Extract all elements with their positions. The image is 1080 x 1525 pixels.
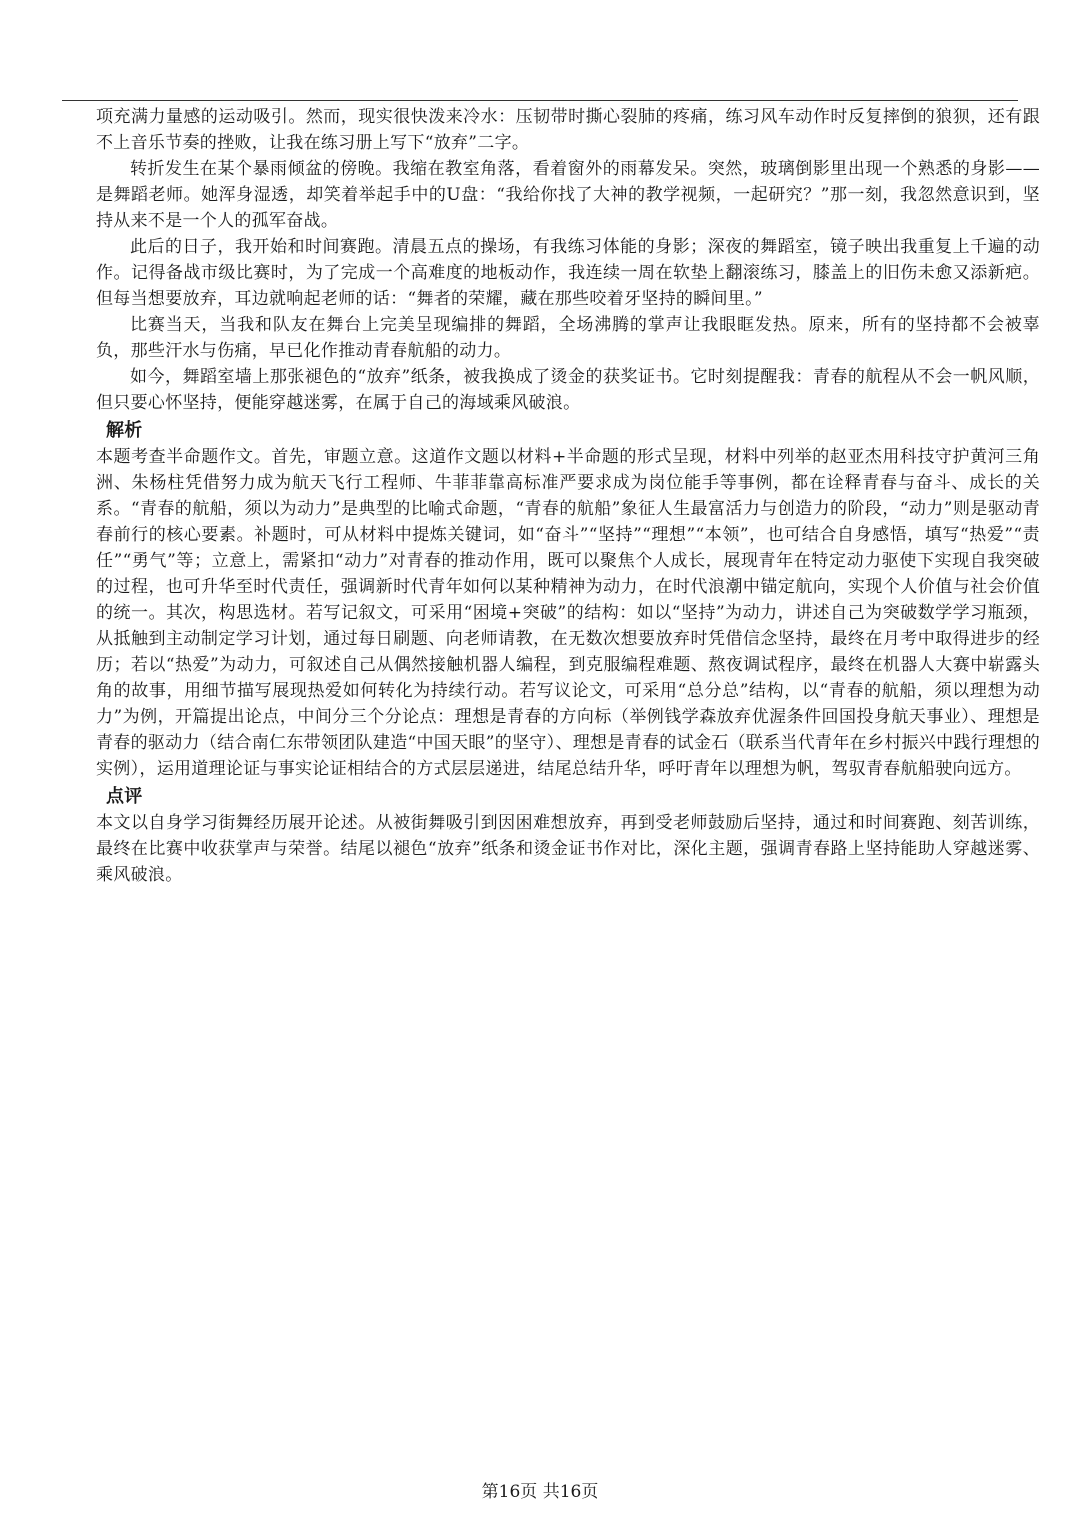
page-content (96, 104, 1040, 888)
comment-body: 本文以自身学习街舞经历展开论述。从被街舞吸引到因困难想放弃，再到受老师鼓励后坚持，通过和时间赛跑、刻苦训练，最终在比赛中收获掌声与荣誉。结尾以褪色“放弃”纸条和烫金证书作对比，深化主题，强调青春路上坚持能助人穿越迷雾、乘风破浪。 (96, 813, 1040, 885)
header-rule (62, 100, 1018, 101)
page-number: 第16页 共16页 (481, 1482, 599, 1502)
essay-paragraph: 此后的日子，我开始和时间赛跑。清晨五点的操场，有我练习体能的身影；深夜的舞蹈室，镜子映出我重复上千遍的动作。记得备战市级比赛时，为了完成一个高难度的地板动作，我连续一周在软垫上翻滚练习，膝盖上的旧伤未愈又添新疤。但每当想要放弃，耳边就响起老师的话：“舞者的荣耀，藏在那些咬着牙坚持的瞬间里。” (96, 237, 1040, 309)
analysis-heading: 解析 (106, 420, 143, 441)
essay-paragraph: 比赛当天，当我和队友在舞台上完美呈现编排的舞蹈，全场沸腾的掌声让我眼眶发热。原来，所有的坚持都不会被辜负，那些汗水与伤痛，早已化作推动青春航船的动力。 (96, 315, 1040, 361)
essay-paragraph: 转折发生在某个暴雨倾盆的傍晚。我缩在教室角落，看着窗外的雨幕发呆。突然，玻璃倒影里出现一个熟悉的身影——是舞蹈老师。她浑身湿透，却笑着举起手中的U盘：“我给你找了大神的教学视频，一起研究？”那一刻，我忽然意识到，坚持从来不是一个人的孤军奋战。 (96, 159, 1040, 231)
essay-paragraph: 如今，舞蹈室墙上那张褪色的“放弃”纸条，被我换成了烫金的获奖证书。它时刻提醒我：青春的航程从不会一帆风顺，但只要心怀坚持，便能穿越迷雾，在属于自己的海域乘风破浪。 (96, 367, 1040, 413)
analysis-body: 本题考查半命题作文。首先，审题立意。这道作文题以材料+半命题的形式呈现，材料中列举的赵亚杰用科技守护黄河三角洲、朱杨柱凭借努力成为航天飞行工程师、牛菲菲靠高标准严要求成为岗位能手等事例，都在诠释青春与奋斗、成长的关系。“青春的航船，须以为动力”是典型的比喻式命题，“青春的航船”象征人生最富活力与创造力的阶段，“动力”则是驱动青春前行的核心要素。补题时，可从材料中提炼关键词，如“奋斗”“坚持”“理想”“本领”，也可结合自身感悟，填写“热爱”“责任”“勇气”等；立意上，需紧扣“动力”对青春的推动作用，既可以聚焦个人成长，展现青年在特定动力驱使下实现自我突破的过程，也可升华至时代责任，强调新时代青年如何以某种精神为动力，在时代浪潮中锚定航向，实现个人价值与社会价值的统一。其次，构思选材。若写记叙文，可采用“困境+突破”的结构：如以“坚持”为动力，讲述自己为突破数学学习瓶颈，从抵触到主动制定学习计划，通过每日刷题、向老师请教，在无数次想要放弃时凭借信念坚持，最终在月考中取得进步的经历；若以“热爱”为动力，可叙述自己从偶然接触机器人编程，到克服编程难题、熬夜调试程序，最终在机器人大赛中崭露头角的故事，用细节描写展现热爱如何转化为持续行动。若写议论文，可采用“总分总”结构，以“青春的航船，须以理想为动力”为例，开篇提出论点，中间分三个分论点：理想是青春的方向标（举例钱学森放弃优渥条件回国投身航天事业）、理想是青春的驱动力（结合南仁东带领团队建造“中国天眼”的坚守）、理想是青春的试金石（联系当代青年在乡村振兴中践行理想的实例），运用道理论证与事实论证相结合的方式层层递进，结尾总结升华，呼吁青年以理想为帆，驾驭青春航船驶向远方。 (96, 447, 1040, 779)
essay-paragraph: 项充满力量感的运动吸引。然而，现实很快泼来冷水：压韧带时撕心裂肺的疼痛，练习风车动作时反复摔倒的狼狈，还有跟不上音乐节奏的挫败，让我在练习册上写下“放弃”二字。 (96, 107, 1040, 153)
essay-text (96, 104, 1040, 416)
comment-heading: 点评 (106, 786, 143, 807)
